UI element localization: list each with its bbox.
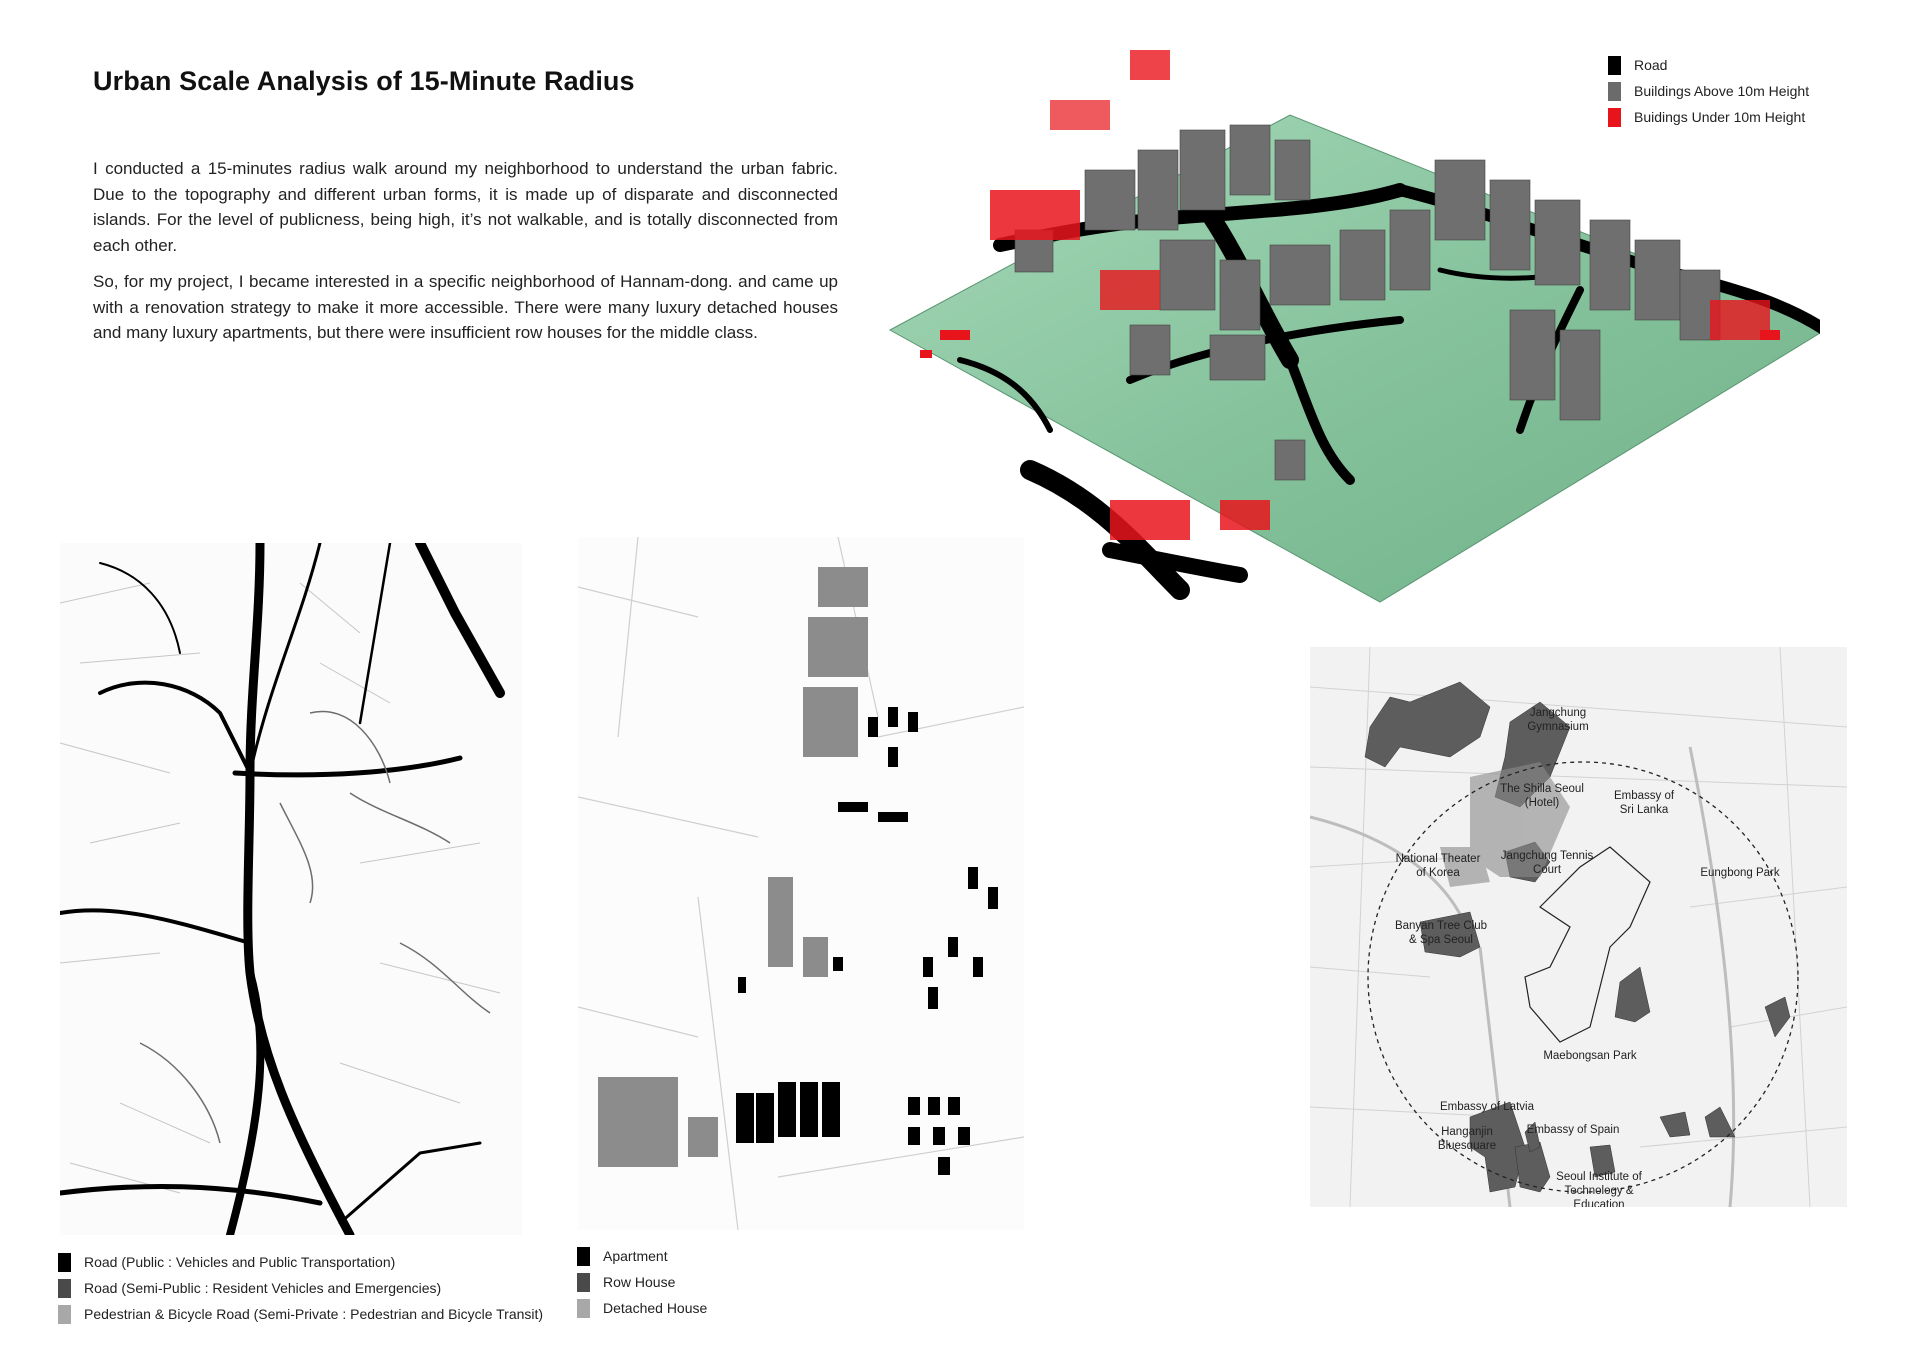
legend-public-road-label: Road (Public : Vehicles and Public Transportation) xyxy=(84,1254,396,1270)
legend-detached-house xyxy=(577,1295,707,1321)
label-maebongsan-park: Maebongsan Park xyxy=(1543,1050,1637,1062)
public-road-swatch xyxy=(58,1253,71,1272)
intro-paragraph-1: I conducted a 15-minutes radius walk around my neighborhood to understand the urban fabric. Due to the topography and different urban forms, it is made up of disparate and disconnected islands. For the level of publicness, being high, it’s not walkable, and is totally disconnected from each other. xyxy=(93,159,838,255)
label-sri-lanka-2: Sri Lanka xyxy=(1619,804,1669,816)
label-hanganjin-2: Bluesquare xyxy=(1437,1140,1497,1152)
legend-roads xyxy=(58,1249,543,1327)
legend-3d-low xyxy=(1608,104,1809,130)
legend-row-house-label: Row House xyxy=(603,1274,676,1290)
label-jangchung-gym-1: Jangchung xyxy=(1529,707,1587,719)
tall-building-swatch xyxy=(1608,82,1621,101)
label-hanganjin-1: Hanganjin xyxy=(1441,1126,1493,1138)
road-network-map xyxy=(60,543,522,1235)
semipublic-road-swatch xyxy=(58,1279,71,1298)
svg-text:Seoul Institute ofTechnology & xyxy=(1556,1171,1642,1207)
pedestrian-road-swatch xyxy=(58,1305,71,1324)
legend-semipublic-road xyxy=(58,1275,543,1301)
legend-3d-low-label: Buidings Under 10m Height xyxy=(1634,109,1806,125)
detached-house-cluster xyxy=(598,567,868,1167)
label-national-theater-2: of Korea xyxy=(1416,867,1460,879)
label-tennis-1: Jangchung Tennis xyxy=(1500,850,1594,862)
svg-text:Embassy ofSri Lanka xyxy=(1614,790,1675,816)
legend-3d-tall xyxy=(1608,78,1809,104)
label-shilla-2: (Hotel) xyxy=(1524,797,1560,809)
label-banyan-2: & Spa Seoul xyxy=(1409,934,1473,946)
low-building-swatch xyxy=(1608,108,1621,127)
legend-pedestrian-road xyxy=(58,1301,543,1327)
label-jangchung-gym-2: Gymnasium xyxy=(1527,721,1589,733)
label-seoul-inst-1: Seoul Institute of xyxy=(1556,1171,1642,1183)
housing-typology-map xyxy=(578,537,1024,1230)
intro-text xyxy=(93,156,838,357)
label-seoul-inst-3: Education xyxy=(1573,1199,1625,1207)
label-sri-lanka-1: Embassy of xyxy=(1613,790,1675,802)
legend-public-road xyxy=(58,1249,543,1275)
row-house-swatch xyxy=(577,1273,590,1292)
label-shilla-1: The Shilla Seoul xyxy=(1500,783,1584,795)
road-swatch xyxy=(1608,56,1621,75)
label-national-theater-1: National Theater xyxy=(1395,853,1481,865)
legend-apartment xyxy=(577,1243,707,1269)
intro-paragraph-2: So, for my project, I became interested in a specific neighborhood of Hannam-dong. and came up with a renovation strategy to make it more accessible. There were many luxury detached houses and many luxury apartments, but there were insufficient row houses for the middle class. xyxy=(93,272,838,342)
legend-housing xyxy=(577,1243,707,1321)
label-tennis-2: Court xyxy=(1532,864,1562,876)
label-spain: Embassy of Spain xyxy=(1526,1124,1620,1136)
legend-3d-road-label: Road xyxy=(1634,57,1668,73)
legend-3d-road xyxy=(1608,52,1809,78)
legend-row-house xyxy=(577,1269,707,1295)
legend-3d xyxy=(1608,52,1809,130)
landmark-radius-map xyxy=(1310,647,1847,1207)
legend-detached-house-label: Detached House xyxy=(603,1300,708,1316)
detached-house-swatch xyxy=(577,1299,590,1318)
label-latvia: Embassy of Latvia xyxy=(1440,1101,1534,1113)
legend-apartment-label: Apartment xyxy=(603,1248,668,1264)
label-banyan-1: Banyan Tree Club xyxy=(1394,920,1488,932)
label-eungbong-park: Eungbong Park xyxy=(1700,867,1780,879)
legend-3d-tall-label: Buildings Above 10m Height xyxy=(1634,83,1810,99)
apartment-swatch xyxy=(577,1247,590,1266)
legend-semipublic-road-label: Road (Semi-Public : Resident Vehicles and Emergencies) xyxy=(84,1280,442,1296)
terrain-surface xyxy=(890,115,1820,602)
legend-pedestrian-road-label: Pedestrian & Bicycle Road (Semi-Private : Pedestrian and Bicycle Transit) xyxy=(84,1306,544,1322)
label-seoul-inst-2: Technology & xyxy=(1564,1185,1634,1197)
page-title: Urban Scale Analysis of 15-Minute Radius xyxy=(93,66,635,96)
